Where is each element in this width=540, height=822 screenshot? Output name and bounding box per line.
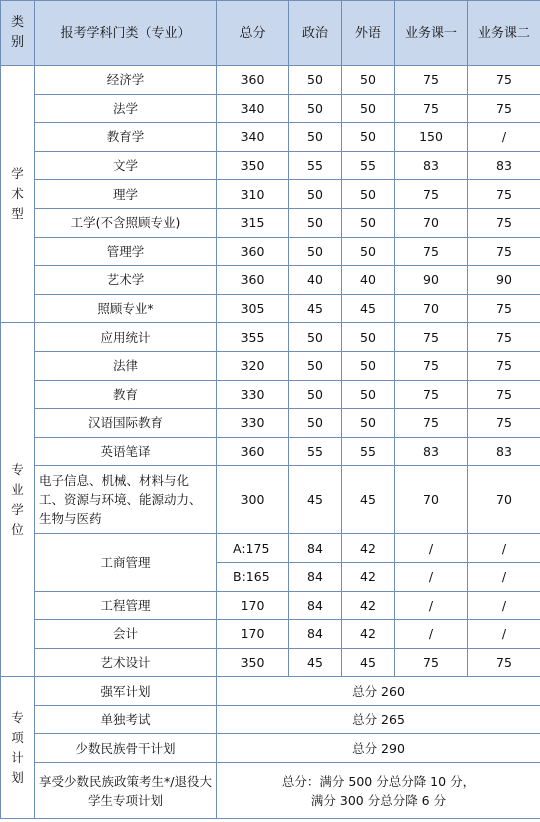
course-two-cell: 75 <box>468 94 540 123</box>
foreign-language-cell: 40 <box>342 266 395 295</box>
course-one-cell: 83 <box>395 151 468 180</box>
course-two-cell: 70 <box>468 466 540 534</box>
foreign-language-cell: 45 <box>342 648 395 677</box>
subject-cell: 艺术设计 <box>35 648 217 677</box>
category-char: 型 <box>11 206 24 222</box>
table-row <box>1 294 540 323</box>
politics-cell: 84 <box>289 591 342 620</box>
foreign-language-cell: 55 <box>342 151 395 180</box>
foreign-language-cell: 50 <box>342 123 395 152</box>
foreign-language-cell: 45 <box>342 466 395 534</box>
subject-cell: 工商管理 <box>35 534 217 591</box>
foreign-language-cell: 50 <box>342 94 395 123</box>
course-one-cell: 90 <box>395 266 468 295</box>
politics-cell: 50 <box>289 323 342 352</box>
subject-cell: 单独考试 <box>35 705 217 734</box>
foreign-language-cell: 55 <box>342 437 395 466</box>
subject-cell: 理学 <box>35 180 217 209</box>
table-row <box>1 180 540 209</box>
total-cell: 340 <box>217 94 289 123</box>
course-one-cell: 75 <box>395 66 468 95</box>
course-one-cell: 70 <box>395 294 468 323</box>
subject-cell: 会计 <box>35 620 217 649</box>
course-one-cell: 75 <box>395 351 468 380</box>
header-total: 总分 <box>217 1 289 66</box>
course-two-cell: 90 <box>468 266 540 295</box>
header-politics: 政治 <box>289 1 342 66</box>
course-two-cell: 75 <box>468 294 540 323</box>
category-professional <box>1 323 35 677</box>
header-course-two: 业务课二 <box>468 1 540 66</box>
foreign-language-cell: 50 <box>342 351 395 380</box>
subject-cell: 工程管理 <box>35 591 217 620</box>
politics-cell: 45 <box>289 648 342 677</box>
total-cell: 350 <box>217 648 289 677</box>
total-cell: 360 <box>217 437 289 466</box>
category-academic <box>1 66 35 323</box>
table-row <box>1 123 540 152</box>
politics-cell: 40 <box>289 266 342 295</box>
total-cell: 340 <box>217 123 289 152</box>
course-one-cell: / <box>395 620 468 649</box>
table-row <box>1 208 540 237</box>
course-two-cell: 75 <box>468 648 540 677</box>
foreign-language-cell: 45 <box>342 294 395 323</box>
foreign-language-cell: 42 <box>342 562 395 591</box>
politics-cell: 50 <box>289 237 342 266</box>
total-cell: 355 <box>217 323 289 352</box>
politics-cell: 45 <box>289 466 342 534</box>
course-one-cell: 75 <box>395 380 468 409</box>
table-row <box>1 763 540 819</box>
table-row <box>1 94 540 123</box>
course-two-cell: 75 <box>468 237 540 266</box>
header-row <box>1 1 540 66</box>
course-two-cell: / <box>468 620 540 649</box>
foreign-language-cell: 42 <box>342 620 395 649</box>
subject-cell: 工学(不含照顾专业) <box>35 208 217 237</box>
table-row <box>1 409 540 438</box>
course-two-cell: / <box>468 591 540 620</box>
foreign-language-cell: 50 <box>342 237 395 266</box>
politics-cell: 50 <box>289 94 342 123</box>
total-cell: 170 <box>217 591 289 620</box>
category-char: 位 <box>11 521 24 537</box>
politics-cell: 50 <box>289 123 342 152</box>
subject-cell: 法律 <box>35 351 217 380</box>
politics-cell: 50 <box>289 380 342 409</box>
course-two-cell: 83 <box>468 437 540 466</box>
subject-cell: 管理学 <box>35 237 217 266</box>
header-category: 类别 <box>1 1 35 66</box>
course-one-cell: 70 <box>395 466 468 534</box>
course-two-cell: 75 <box>468 180 540 209</box>
table-row <box>1 705 540 734</box>
total-cell: 320 <box>217 351 289 380</box>
politics-cell: 55 <box>289 437 342 466</box>
category-char: 专 <box>11 709 24 725</box>
foreign-language-cell: 50 <box>342 323 395 352</box>
total-score-merged-cell <box>217 763 540 819</box>
header-foreign-language: 外语 <box>342 1 395 66</box>
politics-cell: 50 <box>289 409 342 438</box>
foreign-language-cell: 50 <box>342 409 395 438</box>
table-row <box>1 466 540 534</box>
total-score-merged-cell: 总分 290 <box>217 734 540 763</box>
course-one-cell: 83 <box>395 437 468 466</box>
subject-cell: 法学 <box>35 94 217 123</box>
politics-cell: 84 <box>289 534 342 563</box>
course-two-cell: 75 <box>468 380 540 409</box>
table-row <box>1 323 540 352</box>
table-row <box>1 534 540 563</box>
foreign-language-cell: 50 <box>342 180 395 209</box>
foreign-language-cell: 50 <box>342 380 395 409</box>
subject-cell: 英语笔译 <box>35 437 217 466</box>
table-row <box>1 380 540 409</box>
subject-cell: 艺术学 <box>35 266 217 295</box>
subject-cell: 文学 <box>35 151 217 180</box>
course-one-cell: 150 <box>395 123 468 152</box>
category-char: 学 <box>11 166 24 182</box>
course-two-cell: 75 <box>468 66 540 95</box>
politics-cell: 55 <box>289 151 342 180</box>
course-one-cell: / <box>395 591 468 620</box>
category-char: 业 <box>11 481 24 497</box>
course-one-cell: 75 <box>395 237 468 266</box>
course-two-cell: 83 <box>468 151 540 180</box>
table-row <box>1 66 540 95</box>
foreign-language-cell: 42 <box>342 534 395 563</box>
table-row <box>1 648 540 677</box>
total-score-merged-cell: 总分 265 <box>217 705 540 734</box>
foreign-language-cell: 42 <box>342 591 395 620</box>
category-char: 术 <box>11 186 24 202</box>
subject-cell: 强军计划 <box>35 677 217 706</box>
course-one-cell: / <box>395 562 468 591</box>
subject-cell: 少数民族骨干计划 <box>35 734 217 763</box>
header-course-one: 业务课一 <box>395 1 468 66</box>
category-char: 学 <box>11 501 24 517</box>
course-one-cell: 75 <box>395 648 468 677</box>
politics-cell: 50 <box>289 66 342 95</box>
total-cell: 300 <box>217 466 289 534</box>
total-cell: 330 <box>217 380 289 409</box>
politics-cell: 84 <box>289 620 342 649</box>
table-row <box>1 237 540 266</box>
category-char: 专 <box>11 461 24 477</box>
total-cell: 305 <box>217 294 289 323</box>
table-row <box>1 437 540 466</box>
politics-cell: 50 <box>289 351 342 380</box>
course-two-cell: / <box>468 562 540 591</box>
course-one-cell: 75 <box>395 94 468 123</box>
table-row <box>1 151 540 180</box>
course-two-cell: 75 <box>468 351 540 380</box>
subject-cell: 汉语国际教育 <box>35 409 217 438</box>
politics-cell: 50 <box>289 208 342 237</box>
course-two-cell: / <box>468 123 540 152</box>
total-cell: 360 <box>217 266 289 295</box>
table-row <box>1 591 540 620</box>
total-cell: B:165 <box>217 562 289 591</box>
total-cell: 310 <box>217 180 289 209</box>
total-cell: 315 <box>217 208 289 237</box>
category-char: 划 <box>11 769 24 785</box>
course-two-cell: 75 <box>468 323 540 352</box>
course-two-cell: 75 <box>468 409 540 438</box>
politics-cell: 84 <box>289 562 342 591</box>
table-row <box>1 266 540 295</box>
subject-cell: 应用统计 <box>35 323 217 352</box>
total-cell: A:175 <box>217 534 289 563</box>
politics-cell: 50 <box>289 180 342 209</box>
total-score-merged-cell: 总分 260 <box>217 677 540 706</box>
category-char: 计 <box>11 749 24 765</box>
subject-cell: 教育学 <box>35 123 217 152</box>
category-char: 项 <box>11 729 24 745</box>
foreign-language-cell: 50 <box>342 208 395 237</box>
category-special <box>1 677 35 819</box>
table-row <box>1 677 540 706</box>
total-cell: 170 <box>217 620 289 649</box>
course-one-cell: / <box>395 534 468 563</box>
subject-cell: 教育 <box>35 380 217 409</box>
course-two-cell: 75 <box>468 208 540 237</box>
course-one-cell: 75 <box>395 323 468 352</box>
subject-cell: 经济学 <box>35 66 217 95</box>
course-two-cell: / <box>468 534 540 563</box>
subject-cell: 电子信息、机械、材料与化工、资源与环境、能源动力、生物与医药 <box>35 466 217 534</box>
total-cell: 360 <box>217 66 289 95</box>
score-note-line: 总分：满分 500 分总分降 10 分， <box>281 773 476 789</box>
total-cell: 360 <box>217 237 289 266</box>
table-row <box>1 734 540 763</box>
table-row <box>1 620 540 649</box>
header-subject: 报考学科门类（专业） <box>35 1 217 66</box>
course-one-cell: 75 <box>395 180 468 209</box>
subject-cell: 照顾专业* <box>35 294 217 323</box>
total-cell: 350 <box>217 151 289 180</box>
score-note-line: 满分 300 分总分降 6 分 <box>310 792 447 808</box>
subject-cell: 享受少数民族政策考生*/退役大学生专项计划 <box>35 763 217 819</box>
table-row <box>1 351 540 380</box>
course-one-cell: 70 <box>395 208 468 237</box>
total-cell: 330 <box>217 409 289 438</box>
foreign-language-cell: 50 <box>342 66 395 95</box>
course-one-cell: 75 <box>395 409 468 438</box>
politics-cell: 45 <box>289 294 342 323</box>
